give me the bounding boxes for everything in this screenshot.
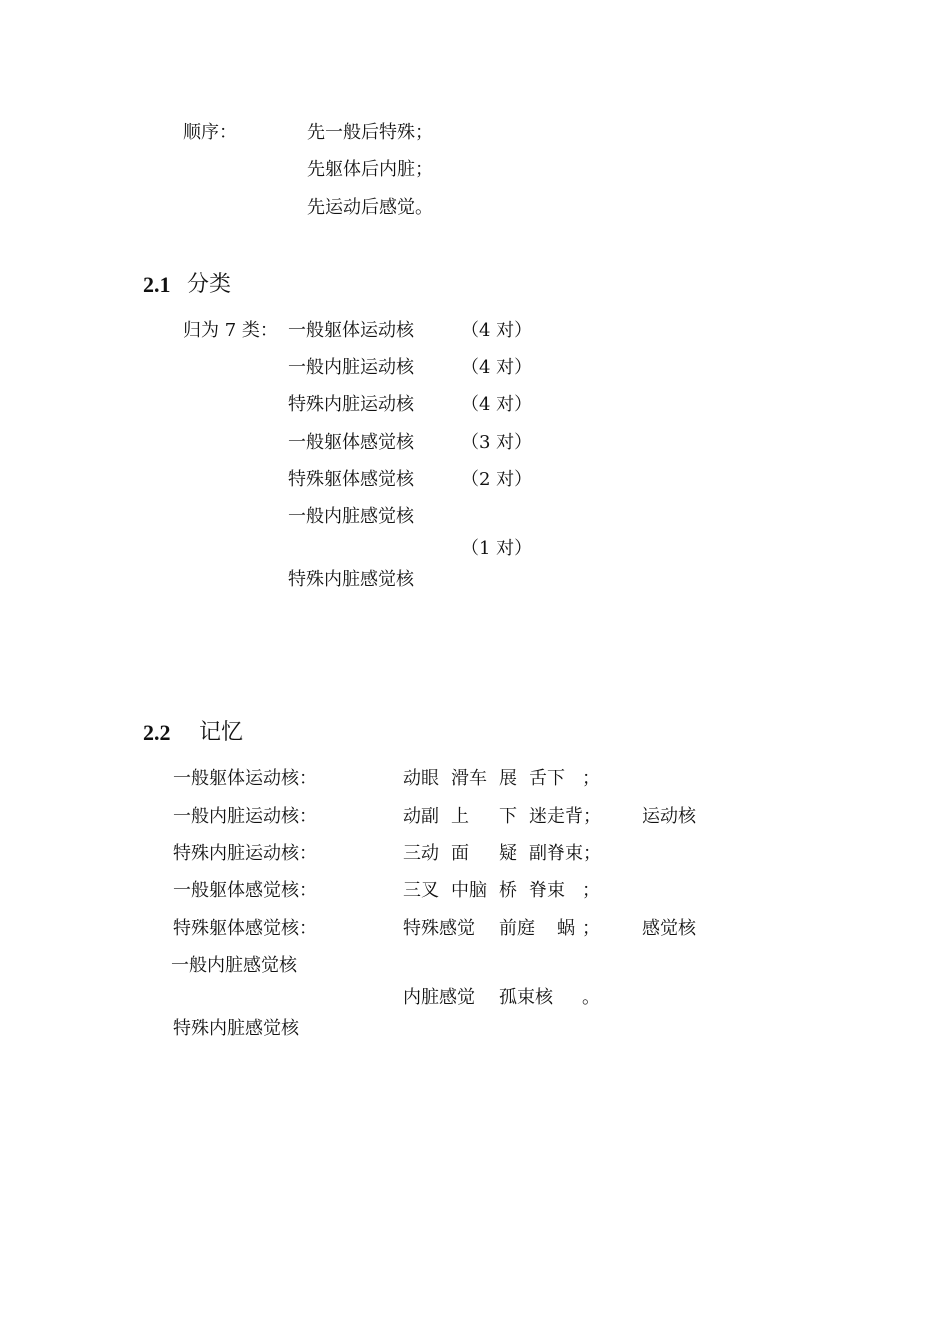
class-count-4: （3 对） bbox=[461, 432, 533, 453]
memory-word: 孤束核 bbox=[499, 987, 553, 1008]
memory-word: 脊束 bbox=[529, 880, 565, 901]
memory-word: 。 bbox=[582, 987, 600, 1008]
memory-label-4: 一般躯体感觉核： bbox=[173, 880, 317, 901]
class-name-4: 一般躯体感觉核 bbox=[288, 432, 414, 453]
memory-label-1: 一般躯体运动核： bbox=[173, 768, 317, 789]
class-count-7: （1 对） bbox=[461, 538, 533, 559]
order-label: 顺序： bbox=[183, 122, 237, 143]
memory-label-8: 特殊内脏感觉核 bbox=[173, 1018, 299, 1039]
memory-word: 滑车 bbox=[451, 768, 487, 789]
memory-group-sensory: 感觉核 bbox=[642, 918, 696, 939]
memory-word: 蜗 bbox=[557, 918, 575, 939]
memory-word: ； bbox=[582, 918, 600, 939]
class-name-1: 一般躯体运动核 bbox=[288, 320, 414, 341]
section-21-title: 分类 bbox=[187, 272, 232, 297]
memory-word: 副脊束； bbox=[529, 843, 601, 864]
memory-word: 中脑 bbox=[451, 880, 487, 901]
memory-word: 三动 bbox=[403, 843, 439, 864]
memory-label-2: 一般内脏运动核： bbox=[173, 806, 317, 827]
memory-word: 前庭 bbox=[499, 918, 535, 939]
memory-word: ； bbox=[582, 880, 600, 901]
memory-word: 舌下 bbox=[529, 768, 565, 789]
order-line-3: 先运动后感觉。 bbox=[307, 197, 433, 218]
memory-label-6: 一般内脏感觉核 bbox=[171, 955, 297, 976]
order-line-2: 先躯体后内脏； bbox=[307, 159, 433, 180]
memory-word: 三叉 bbox=[403, 880, 439, 901]
memory-word: 内脏感觉 bbox=[403, 987, 475, 1008]
class-name-8: 特殊内脏感觉核 bbox=[288, 569, 414, 590]
class-name-3: 特殊内脏运动核 bbox=[288, 394, 414, 415]
section-21-number: 2.1 bbox=[143, 272, 171, 297]
memory-word: 上 bbox=[451, 806, 469, 827]
memory-word: 动眼 bbox=[403, 768, 439, 789]
memory-label-5: 特殊躯体感觉核： bbox=[173, 918, 317, 939]
class-count-1: （4 对） bbox=[461, 320, 533, 341]
class-name-2: 一般内脏运动核 bbox=[288, 357, 414, 378]
memory-word: 特殊感觉 bbox=[403, 918, 475, 939]
section-22-title: 记忆 bbox=[199, 720, 244, 745]
class-name-6: 一般内脏感觉核 bbox=[288, 506, 414, 527]
class-count-2: （4 对） bbox=[461, 357, 533, 378]
order-line-1: 先一般后特殊； bbox=[307, 122, 433, 143]
class-name-5: 特殊躯体感觉核 bbox=[288, 469, 414, 490]
class-count-5: （2 对） bbox=[461, 469, 533, 490]
memory-word: 动副 bbox=[403, 806, 439, 827]
class-count-3: （4 对） bbox=[461, 394, 533, 415]
memory-word: 疑 bbox=[499, 843, 517, 864]
memory-word: 面 bbox=[451, 843, 469, 864]
memory-group-motor: 运动核 bbox=[642, 806, 696, 827]
memory-word: 迷走背； bbox=[529, 806, 601, 827]
classification-intro: 归为 7 类： bbox=[183, 320, 278, 341]
memory-word: 桥 bbox=[499, 880, 517, 901]
section-22-number: 2.2 bbox=[143, 720, 171, 745]
memory-word: 下 bbox=[499, 806, 517, 827]
memory-label-3: 特殊内脏运动核： bbox=[173, 843, 317, 864]
memory-word: ； bbox=[582, 768, 600, 789]
memory-word: 展 bbox=[499, 768, 517, 789]
